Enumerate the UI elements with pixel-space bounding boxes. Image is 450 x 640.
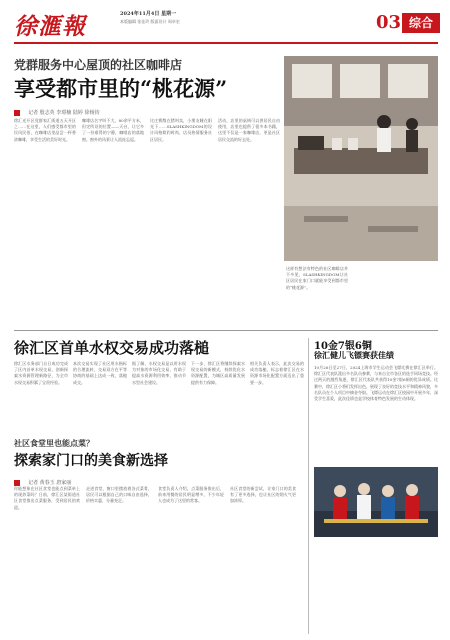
sidebar-body: 10月26日至27日，2024上海市学生运动会飞镖比赛在徐汇区举行。徐汇区代表队派出多名队员参赛，与来自全市各区的选手同场竞技。经过两天的激烈角逐，徐汇区代表队共获得10金7银6铜的优异成绩。比赛中，徐汇区小将们发挥出色，展现了良好的竞技水平和精神风貌，多名队员在个人项目中摘金夺银。飞镖运动在徐汇区校园中开展多年，深受学生喜爱，此次佳绩也是学校体育特色发展的生动体现。	[314, 365, 438, 402]
article-canteen	[14, 438, 304, 634]
cafe-photo-image	[284, 56, 438, 261]
section-badge: 综合	[402, 13, 440, 33]
article-column: 本次交易实现了社区用水指标的合理流转，交易双方在平等协商的基础上达成一致，落槌成交。	[73, 361, 127, 385]
byline	[14, 472, 174, 486]
byline-text: 记者 殷志英 李璟楠 陆婷 徐杨钧	[28, 110, 100, 116]
article-cafe	[14, 56, 438, 328]
darts-photo-image	[314, 467, 438, 537]
article-headline: 享受都市里的“桃花源”	[14, 76, 228, 101]
article-column: 据了解，水权交易是以用水权为对象的市场化交易，有助于提高水资源利用效率，推动节水型社会建设。	[132, 361, 186, 385]
byline-marker	[14, 480, 20, 486]
masthead	[0, 0, 450, 48]
column-divider	[308, 338, 309, 634]
article-column: 徐汇光开区党群家汇街道五天开区之……在这里，人们感受都市里的民风民俗，在咖啡店里品尝一杯香浓咖啡，享受生活的美好时光。	[14, 118, 76, 142]
article-column: 这样有想法有特色的社区咖啡店并不多见，SLASHKINGDOM让社区居民在家门口就能享受到都市里的“桃花源”。	[286, 266, 348, 290]
cafe-photo	[284, 56, 438, 261]
byline-marker	[14, 110, 20, 116]
article-column: 相关负责人表示，此次交易的成功落槌，标志着徐汇区在水资源市场化配置方面迈出了重要一步。	[250, 361, 304, 385]
article-column: 食堂负责人介绍，点菜服务推出后，前来用餐的居民明显增多，不少年轻人也成为了这里的常客。	[158, 486, 224, 504]
byline	[14, 102, 244, 116]
byline-text: 记者 黄春玉 唐家丽	[28, 480, 72, 486]
sidebar-darts	[314, 337, 438, 635]
article-column: 活动、店里的桌椅可以供居民自由使用，店里也提供了很多本书籍，这里不仅是一家咖啡店，更是社区居民交流的好去处。	[218, 118, 280, 142]
article-water-rights	[14, 337, 304, 437]
article-column: 比庄赛散在猪叫卖，小朋友睡在阳光下……SLASHKINGDOM的设计风格简约时尚，店员热情服务社区居民。	[150, 118, 212, 142]
darts-photo	[314, 467, 438, 537]
masthead-logo: 徐滙報	[14, 13, 86, 40]
editor-line: 本版编辑 张佳玲 版面设计 周卓宏	[120, 19, 180, 24]
article-kicker: 党群服务中心屋顶的社区咖啡店	[14, 58, 183, 72]
article-headline: 探索家门口的美食新选择	[14, 453, 168, 469]
article-column: 下一步，徐汇区将继续探索水权交易的新模式，持续优化水资源配置，为城区高质量发展提供有力保障。	[191, 361, 245, 385]
article-column: 走进食堂，窗口里摆放着各式菜肴，居民可以根据自己的口味自由选择，价格实惠，分量充足。	[86, 486, 152, 504]
page-number: 03	[376, 12, 402, 33]
sidebar-headline-2: 徐汇健儿飞镖赛获佳绩	[314, 350, 394, 360]
article-column: 咖啡店名字叫不大，80余平方米，但定所设的位置——天台，让它多了一份难得的宁静，咖啡店的落地窗。窗外的风景让人流连忘返。	[82, 118, 144, 142]
masthead-rule	[14, 42, 438, 44]
article-headline: 徐汇区首单水权交易成功落槌	[14, 339, 210, 357]
article-kicker: 社区食堂里也能点菜？	[14, 438, 94, 448]
article-column: 社区食堂的新尝试，让家门口的美食有了更多选择，也让社区的烟火气更加浓厚。	[230, 486, 296, 504]
article-column: 你能想象在社区食堂也能点到菜单上的现炒菜吗？日前，徐汇区某街道社区食堂推出点菜服务，受到居民的欢迎。	[14, 486, 80, 510]
section-divider	[14, 330, 438, 331]
article-column: 徐汇区水务部门自日成功完成了区内首单水权交易，创新探索水资源管理新路径，为全市水权交易积累了宝贵经验。	[14, 361, 68, 385]
sidebar-headline-1: 10金7银6铜	[314, 341, 372, 352]
date-line: 2024年11月4日 星期一	[120, 11, 177, 17]
